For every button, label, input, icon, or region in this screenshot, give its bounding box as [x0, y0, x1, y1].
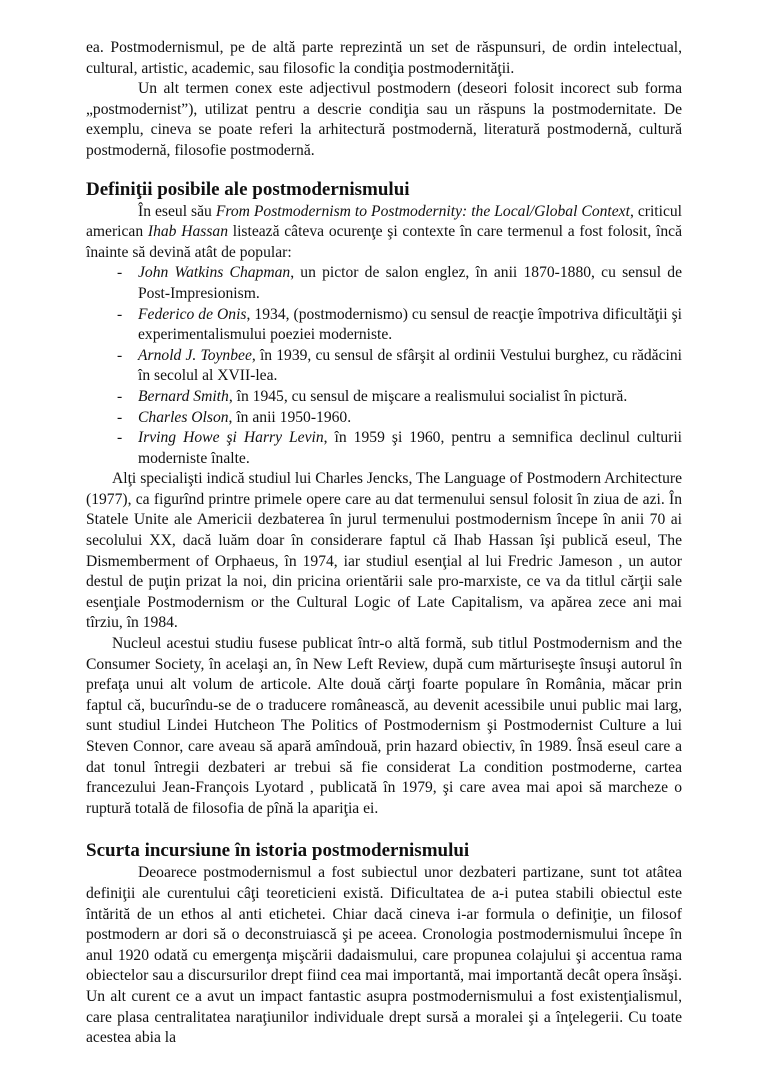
- paragraph: ea. Postmodernismul, pe de altă parte reprezintă un set de răspunsuri, de ordin intelectual, cultural, artistic, academic, sau filosofic la condiţia postmodernităţii.: [86, 39, 682, 77]
- list-item: [86, 408, 682, 429]
- list-marker: -: [117, 387, 123, 405]
- list-item: [86, 305, 682, 346]
- text-run: listează câteva ocurenţe şi contexte în care termenul a fost folosit, încă înainte să devină atât de popular:: [86, 223, 682, 261]
- list-marker: -: [117, 305, 123, 323]
- list-marker: -: [117, 429, 123, 447]
- section-heading: Definiţii posibile ale postmodernismului: [86, 178, 410, 200]
- list-item: [86, 428, 682, 469]
- list-item-text: , 1934, (postmodernismo) cu sensul de reacţie împotriva dificultăţii şi experimentalismului poeziei moderniste.: [138, 305, 682, 344]
- book-title: From Postmodernism to Postmodernity: the Local/Global Context: [215, 202, 630, 220]
- list-item-text: , în 1959 şi 1960, pentru a semnifica declinul culturii moderniste înalte.: [138, 429, 682, 467]
- list-marker: -: [117, 346, 123, 364]
- occurrence-list: [86, 263, 682, 469]
- paragraph: Nucleul acestui studiu fusese publicat într-o altă formă, sub titlul Postmodernism and the Consumer Society, în acelaşi an, în New Left Review, după cum mărturiseşte însuşi autorul în prefaţa unui alt volum de articole. Alte două cărţi foarte populare în România, măcar prin faptul că, bucurîndu-se de o traducere românească, au devenit acessibile unui public mai larg, sunt studiul Lindei Hutcheon The Politics of Postmodernism şi Postmodernist Culture a lui Steven Connor, care aveau să apară amîndouă, prin hazard obiectiv, în 1989. Însă eseul care a dat tonul întregii dezbateri ar trebui să fie considerat La condition postmoderne, cartea francezului Jean-François Lyotard , publicată în 1979, şi care avea mai apoi să marcheze o ruptură totală de filosofia de pînă la apariţia ei.: [86, 635, 682, 817]
- section-heading: Scurta incursiune în istoria postmodernismului: [86, 840, 470, 862]
- author-name: Ihab Hassan: [147, 223, 229, 241]
- text-run: , criticul american: [86, 202, 682, 241]
- person-name: Irving Howe şi Harry Levin: [138, 429, 324, 447]
- list-marker: -: [117, 264, 123, 282]
- person-name: Arnold J. Toynbee: [138, 346, 252, 364]
- person-name: Bernard Smith: [138, 387, 229, 405]
- list-item: [86, 263, 682, 304]
- list-item-text: , în 1945, cu sensul de mişcare a realismului socialist în pictură.: [228, 387, 628, 405]
- paragraph: Un alt termen conex este adjectivul postmodern (deseori folosit incorect sub forma „postmodernist”), utilizat pentru a descrie condiţia sau un răspuns la postmodernitate. De exemplu, cineva se poate referi la arhitectură postmodernă, literatură postmodernă, cultură postmodernă, filosofie postmodernă.: [86, 80, 682, 159]
- paragraph: Alţi specialişti indică studiul lui Charles Jencks, The Language of Postmodern Architecture (1977), ca figurînd printre primele opere care au dat termenului sensul folosit în ziua de azi. În Statele Unite ale Americii dezbaterea în jurul termenului postmodernism începe în anii 70 ai secolului XX, dacă luăm doar în considerare faptul că Ihab Hassan îşi publică eseul, The Dismemberment of Orphaeus, în 1974, iar studiul esenţial al lui Fredric Jameson , un autor destul de puţin prizat la noi, din pricina orientării sale pro-marxiste, ce va da titlul cărţii sale esenţiale Postmodernism or the Cultural Logic of Late Capitalism, va apărea zece ani mai tîrziu, în 1984.: [86, 470, 682, 632]
- list-item-text: , un pictor de salon englez, în anii 1870-1880, cu sensul de Post-Impresionism.: [138, 264, 682, 302]
- list-item: [86, 387, 682, 408]
- paragraph: [86, 202, 682, 264]
- list-item-text: , în 1939, cu sensul de sfârşit al ordinii Vestului burghez, cu rădăcini în secolul al XVII-lea.: [138, 346, 682, 385]
- text-run: În eseul său: [138, 202, 216, 220]
- document-page: [86, 38, 682, 1049]
- person-name: Federico de Onis: [138, 305, 247, 323]
- list-item-text: , în anii 1950-1960.: [228, 408, 352, 426]
- person-name: John Watkins Chapman: [138, 264, 291, 282]
- person-name: Charles Olson: [138, 408, 229, 426]
- list-item: [86, 346, 682, 387]
- list-marker: -: [117, 408, 123, 426]
- paragraph: Deoarece postmodernismul a fost subiectul unor dezbateri partizane, sunt tot atâtea definiţii ale curentului câţi teoreticieni există. Dificultatea de a-i putea stabili obiectul este întărită de un ethos al anti etichetei. Chiar dacă cineva i-ar formula o definiţie, un filosof postmodern ar dori să o deconstruiască şi pe aceea. Cronologia postmodernismului începe în anul 1920 odată cu emergenţa mişcării dadaismului, care propunea colajului şi accentua rama obiectelor sau a discursurilor drept fiind cea mai importantă, mai importantă decât opera însăşi. Un alt curent ce a avut un impact fantastic asupra postmodernismului a fost existenţialismul, care plasa centralitatea naraţiunilor individuale drept sursă a moralei şi a înţelegerii. Cu toate acestea abia la: [86, 864, 682, 1047]
